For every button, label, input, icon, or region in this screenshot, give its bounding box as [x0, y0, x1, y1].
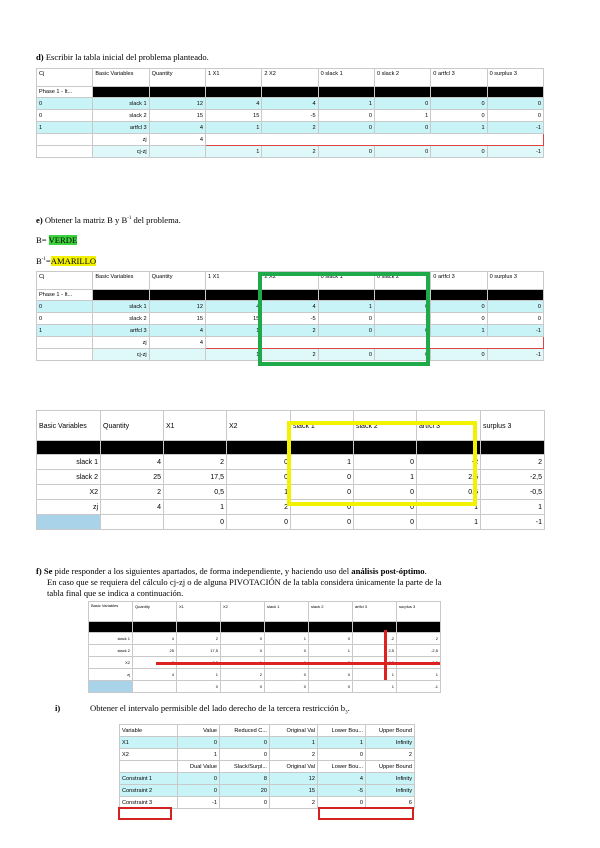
zj-row: zj 4 1 2 0 0 1 1 — [89, 669, 441, 681]
table-row: Constraint 3 -1 0 2 0 6 — [120, 797, 415, 809]
section-f-line1: f) Se pide responder a los siguientes apartados, de forma independiente, y haciendo uso del análisis post-óptimo. — [36, 566, 427, 576]
cjzj-row: cj-zj 1 2 0 0 0 -1 — [37, 349, 544, 361]
table-row: slack 2 25 17,5 0 0 1 2,5 -2,5 — [37, 470, 545, 485]
table-header-row-2: Dual Value Slack/Surpl... Original Val Lower Bou... Upper Bound — [120, 761, 415, 773]
table-header-row: Basic Variables Quantity X1 X2 slack 1 slack 2 artfcl 3 surplus 3 — [89, 602, 441, 622]
binv-matrix-label: $B^{-1}=AMARILLO$ — [36, 255, 97, 266]
table-row: Constraint 1 0 8 12 4 Infinity — [120, 773, 415, 785]
table-header-row: Variable Value Reduced C... Original Val Lower Bou... Upper Bound — [120, 725, 415, 737]
cjzj-row: 0 0 0 0 1 -1 — [89, 681, 441, 693]
table-header-row: Basic Variables Quantity X1 X2 slack 1 slack 2 artfcl 3 surplus 3 — [37, 411, 545, 441]
section-f-line3: tabla final que se indica a continuación. — [47, 588, 184, 598]
section-e-heading: e) Obtener la matriz B y $B^{-1}$ del problema. — [36, 214, 181, 225]
table-row: 0 slack 2 15 15 -5 0 1 0 0 — [37, 110, 544, 122]
red-vertical-line — [384, 630, 387, 680]
red-constraint3-box — [118, 807, 172, 820]
cjzj-row: cj-zj 1 2 0 0 0 -1 — [37, 146, 544, 158]
table-row: 0 slack 1 12 4 4 1 0 0 0 — [37, 301, 544, 313]
section-f-line2: En caso que se requiera del cálculo cj-zj o de alguna PIVOTACIÓN de la tabla considera únicamente la parte de la — [47, 577, 442, 587]
table-row: 0 slack 1 12 4 4 1 0 0 0 — [37, 98, 544, 110]
phase-row: Phase 1 - It... — [37, 87, 544, 98]
section-d-heading: d) Escribir la tabla inicial del problema planteado. — [36, 52, 209, 62]
yellow-binv-box — [287, 421, 477, 506]
black-row — [89, 622, 441, 633]
table-row: Constraint 2 0 20 15 -5 Infinity — [120, 785, 415, 797]
table-header-row: Cj Basic Variables Quantity 1 X1 2 X2 0 slack 1 0 slack 2 0 artfcl 3 0 surplus 3 — [37, 272, 544, 290]
zj-row: zj 4 1 2 0 0 1 1 — [37, 500, 545, 515]
table-row: X2 1 0 2 0 2 — [120, 749, 415, 761]
table-row: slack 1 4 2 0 1 0 -2 2 — [37, 455, 545, 470]
table-row: slack 1 4 2 0 1 0 -2 2 — [89, 633, 441, 645]
item-i-number: i) — [55, 703, 61, 713]
red-bounds-box — [318, 807, 414, 820]
table-row: 1 artfcl 3 4 1 2 0 0 1 -1 — [37, 122, 544, 134]
b-matrix-label: B= VERDE — [36, 235, 78, 245]
initial-tableau — [36, 68, 544, 158]
phase-row: Phase 1 - It... — [37, 290, 544, 301]
mini-final-tableau — [88, 601, 441, 693]
sensitivity-table — [119, 724, 415, 809]
red-horizontal-line — [156, 662, 440, 665]
table-row: X1 0 0 1 1 Infinity — [120, 737, 415, 749]
zj-row: zj 4 — [37, 134, 544, 146]
table-row: slack 2 25 17,5 0 0 1 2,5 -2,5 — [89, 645, 441, 657]
item-i-text: Obtener el intervalo permisible del lado derecho de la tercera restricción $b_3$. — [90, 703, 350, 716]
table-row: 0 slack 2 15 15 -5 0 1 0 0 — [37, 313, 544, 325]
table-row: X2 2 0,5 1 0 0 0,5 -0,5 — [37, 485, 545, 500]
zj-row: zj 4 — [37, 337, 544, 349]
green-b-matrix-box — [258, 272, 430, 366]
table-header-row: Cj Basic Variables Quantity 1 X1 2 X2 0 slack 1 0 slack 2 0 artfcl 3 0 surplus 3 — [37, 69, 544, 87]
cjzj-row: 0 0 0 0 1 -1 — [37, 515, 545, 530]
table-row: 1 artfcl 3 4 1 2 0 0 1 -1 — [37, 325, 544, 337]
table-row: X2 — [89, 657, 441, 669]
